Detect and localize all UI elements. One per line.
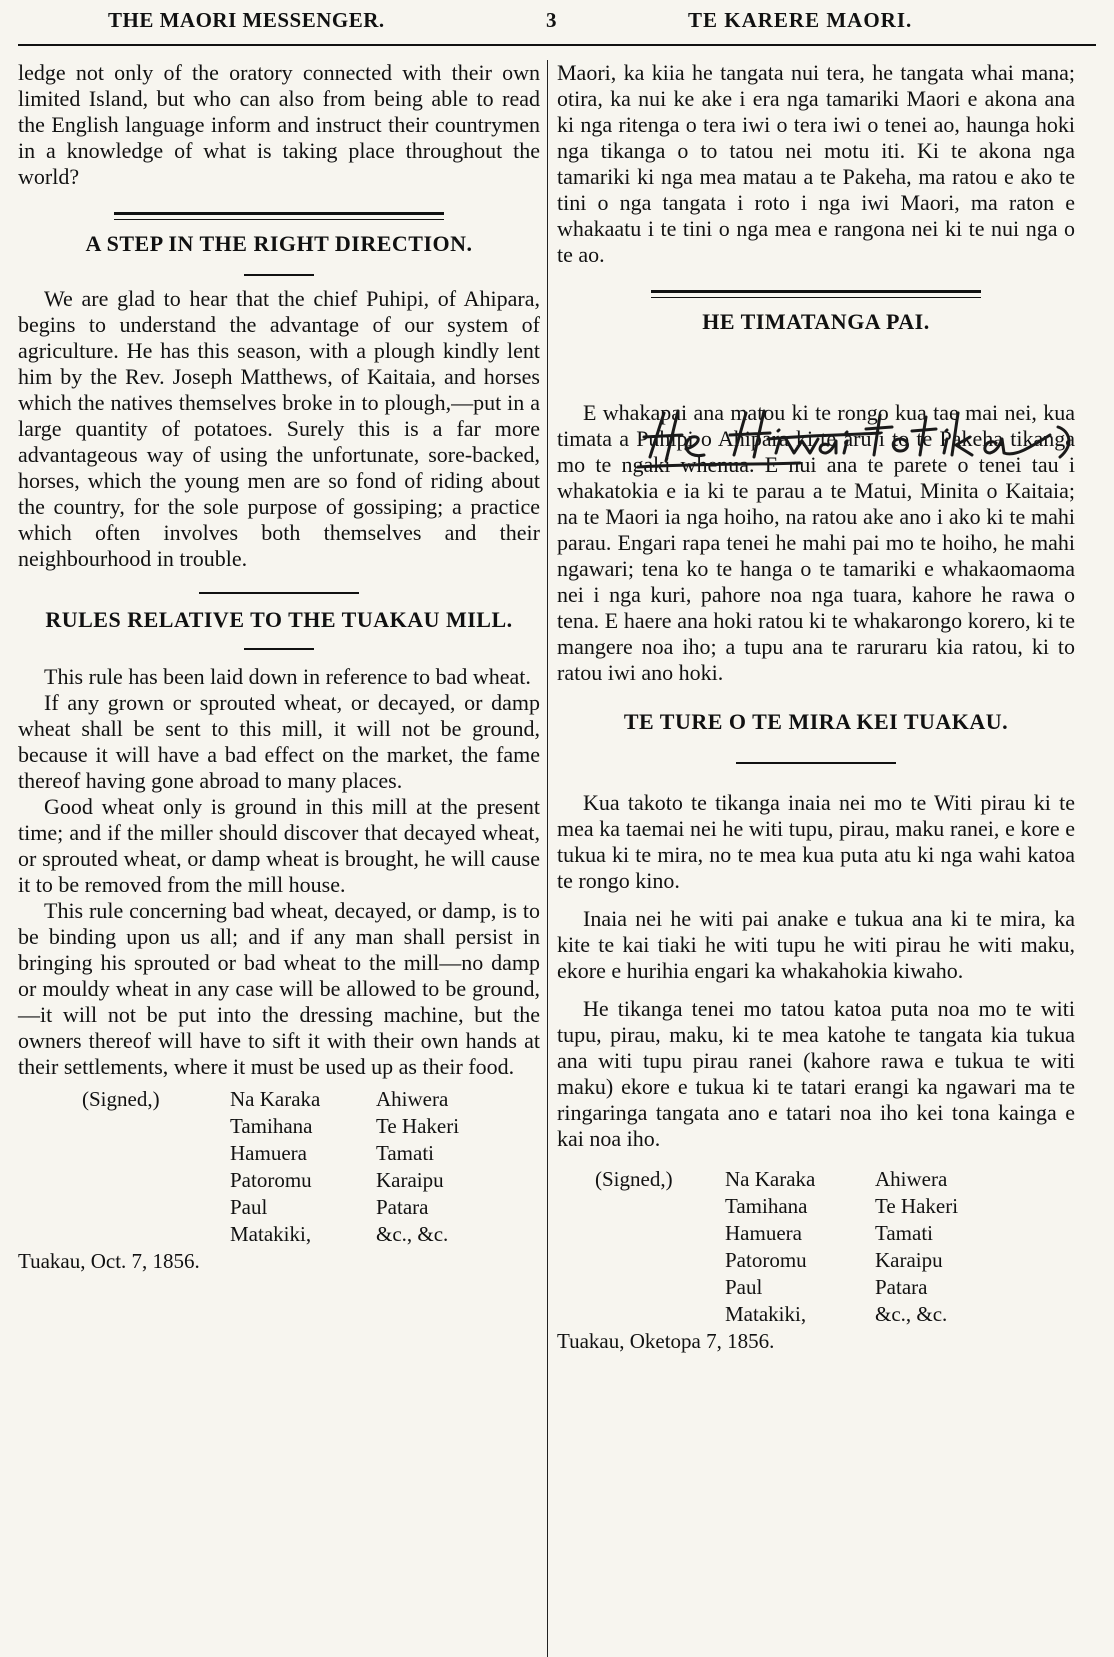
dateline: Tuakau, Oketopa 7, 1856. bbox=[557, 1329, 775, 1353]
signatory: Hamuera bbox=[230, 1141, 307, 1165]
section-divider bbox=[651, 290, 981, 298]
dateline: Tuakau, Oct. 7, 1856. bbox=[18, 1249, 200, 1273]
signatory: Patara bbox=[875, 1275, 928, 1299]
article-title-ture: TE TURE O TE MIRA KEI TUAKAU. bbox=[623, 709, 1009, 734]
ture-paragraph: Inaia nei he witi pai anake e tukua ana ki te mira, ka kite te kai tiaki he witi tupu he witi pirau he witi maku, ekore e hurihia engari ka whakahokia kiwaho. bbox=[557, 906, 1075, 983]
signatory: &c., &c. bbox=[376, 1222, 449, 1246]
left-intro-text: ledge not only of the oratory connected with their own limited Island, but who can also from being able to read the English language inform and instruct their countrymen in a knowledge of what is taking place throughout the world? bbox=[18, 60, 540, 189]
section-divider bbox=[114, 212, 444, 220]
ture-paragraph: He tikanga tenei mo tatou katoa puta noa mo te witi tupu, pirau, maku, ki te mea katohe te tangata kia tukua ana witi tupu pirau ranei (kahore rawa e tukua te witi maku) ekore e tukua ki te tatari erangi ka ngawari ma te ringaringa tangata ano e tatari noa iho kei tona kainga e kai noa iho. bbox=[557, 996, 1075, 1151]
rules-paragraph: If any grown or sprouted wheat, or decayed, or damp wheat shall be sent to this mill, it will not be ground, because it will have a bad effect on the market, the fame thereof having gone abroad to many places. bbox=[18, 690, 540, 793]
column-divider bbox=[547, 60, 548, 1657]
signatory: &c., &c. bbox=[875, 1302, 948, 1326]
left-column bbox=[18, 60, 540, 1274]
signatory: Matakiki, bbox=[725, 1302, 807, 1326]
signatory: Tamihana bbox=[725, 1194, 808, 1218]
signatory: Karaipu bbox=[875, 1248, 943, 1272]
signatory: Karaipu bbox=[376, 1168, 444, 1192]
signatory: Te Hakeri bbox=[875, 1194, 959, 1218]
signatory: Ahiwera bbox=[376, 1087, 449, 1111]
masthead-english-title: THE MAORI MESSENGER. bbox=[108, 8, 385, 32]
masthead-rule bbox=[18, 44, 1096, 46]
signatory: Ahiwera bbox=[875, 1167, 948, 1191]
article-title-timatanga: HE TIMATANGA PAI. bbox=[702, 309, 930, 334]
rules-paragraph: Good wheat only is ground in this mill at the present time; and if the miller should discover that decayed wheat, or sprouted wheat, or damp wheat is brought, he will cause it to be removed from the mill house. bbox=[18, 794, 540, 897]
right-column bbox=[557, 60, 1075, 1354]
signatory: Tamihana bbox=[230, 1114, 313, 1138]
signatory: Na Karaka bbox=[725, 1167, 816, 1191]
article-body-step: We are glad to hear that the chief Puhipi, of Ahipara, begins to understand the advantage of our system of agriculture. He has this season, with a plough kindly lent him by the Rev. Joseph Matthews, of Kaitaia, and horses which the natives themselves broke in to plough,—put in a large quantity of potatoes. Surely this is a far more advantageous way of using the unfortunate, sore-backed, horses, which the young men are so fond of riding about the country, for the sole purpose of gossiping; a practice which often involves both themselves and their neighbourhood in trouble. bbox=[18, 286, 540, 571]
signatory-list bbox=[875, 1166, 958, 1328]
signatory: Matakiki, bbox=[230, 1222, 312, 1246]
signatures bbox=[557, 1166, 1075, 1328]
article-title-step: A STEP IN THE RIGHT DIRECTION. bbox=[85, 231, 473, 256]
signatory: Te Hakeri bbox=[376, 1114, 460, 1138]
signatory-list bbox=[376, 1086, 459, 1248]
signatory: Tamati bbox=[875, 1221, 934, 1245]
right-intro-text: Maori, ka kiia he tangata nui tera, he tangata whai mana; otira, ka nui ke ake i era nga tamariki Maori e akona ana ki nga ritenga o tera iwi o tera iwi o tenei ao, haunga hoki nga tikanga o to tatou nei motu iti. Ki te akona nga tamariki ki nga mea matau a te Pakeha, ma ratou e ako te tini o nga tangata i roto i nga iwi Maori, ma raton e whakaatu i te tini o nga mea e rangona nei ki te nui nga o te ao. bbox=[557, 60, 1075, 267]
signatory: Patoromu bbox=[230, 1168, 312, 1192]
signatory: Paul bbox=[230, 1195, 268, 1219]
rules-paragraph: This rule concerning bad wheat, decayed, or damp, is to be binding upon us all; and if any man shall persist in bringing his sprouted or bad wheat to the mill—no damp or mouldy wheat in any case will be allowed to be ground,—it will not be put into the dressing machine, but the owners thereof will have to sift it with their own hands at their settlements, where it must be used up as their food. bbox=[18, 898, 540, 1079]
article-title-rules: RULES RELATIVE TO THE TUAKAU MILL. bbox=[45, 607, 513, 632]
article-body-timatanga: E whakapai ana matou ki te rongo kua tae mai nei, kua timata a Puhipi o Ahipara ki te aru i to te Pakeha tikanga mo te ngaki whenua. E nui ana te parete o tenei tau i whakatokia e ia ki te parau a te Matui, Minita o Kaitaia; na te Maori ia nga hoiho, na ratou ake ano i ako ki te mahi parau. Engari rapa tenei he mahi pai mo te hoiho, he mahi ngawari; tena ko te hanga o te tamariki e whakaomaoma nei i nga kuri, pahore noa nga tuara, kahore he rawa o tena. E haere ana hoki ratou ki te whakarongo korero, ki te mangere noa iho; a tupu ana te raruraru kia ratou, ki to ratou iwi ano hoki. bbox=[557, 400, 1075, 685]
signed-label: (Signed,) bbox=[595, 1167, 673, 1191]
handwritten-annotation bbox=[630, 405, 1100, 475]
ture-paragraph: Kua takoto te tikanga inaia nei mo te Witi pirau ki te mea ka taemai nei he witi tupu, pirau, maku ranei, e kore e tukua ki te mira, no te mea kua puta atu ki nga wahi katoa te rongo kino. bbox=[557, 790, 1075, 893]
signatory-list bbox=[230, 1086, 320, 1248]
masthead-maori-title: TE KARERE MAORI. bbox=[688, 8, 913, 32]
signatory: Patoromu bbox=[725, 1248, 807, 1272]
page-number: 3 bbox=[546, 8, 557, 32]
signed-label: (Signed,) bbox=[82, 1087, 160, 1111]
signatory: Patara bbox=[376, 1195, 429, 1219]
rules-paragraph: This rule has been laid down in reference to bad wheat. bbox=[44, 664, 531, 689]
signatory: Tamati bbox=[376, 1141, 435, 1165]
signatory-list bbox=[725, 1166, 815, 1328]
signatures bbox=[18, 1086, 540, 1248]
signatory: Paul bbox=[725, 1275, 763, 1299]
signatory: Na Karaka bbox=[230, 1087, 321, 1111]
signatory: Hamuera bbox=[725, 1221, 802, 1245]
masthead bbox=[0, 0, 1114, 34]
